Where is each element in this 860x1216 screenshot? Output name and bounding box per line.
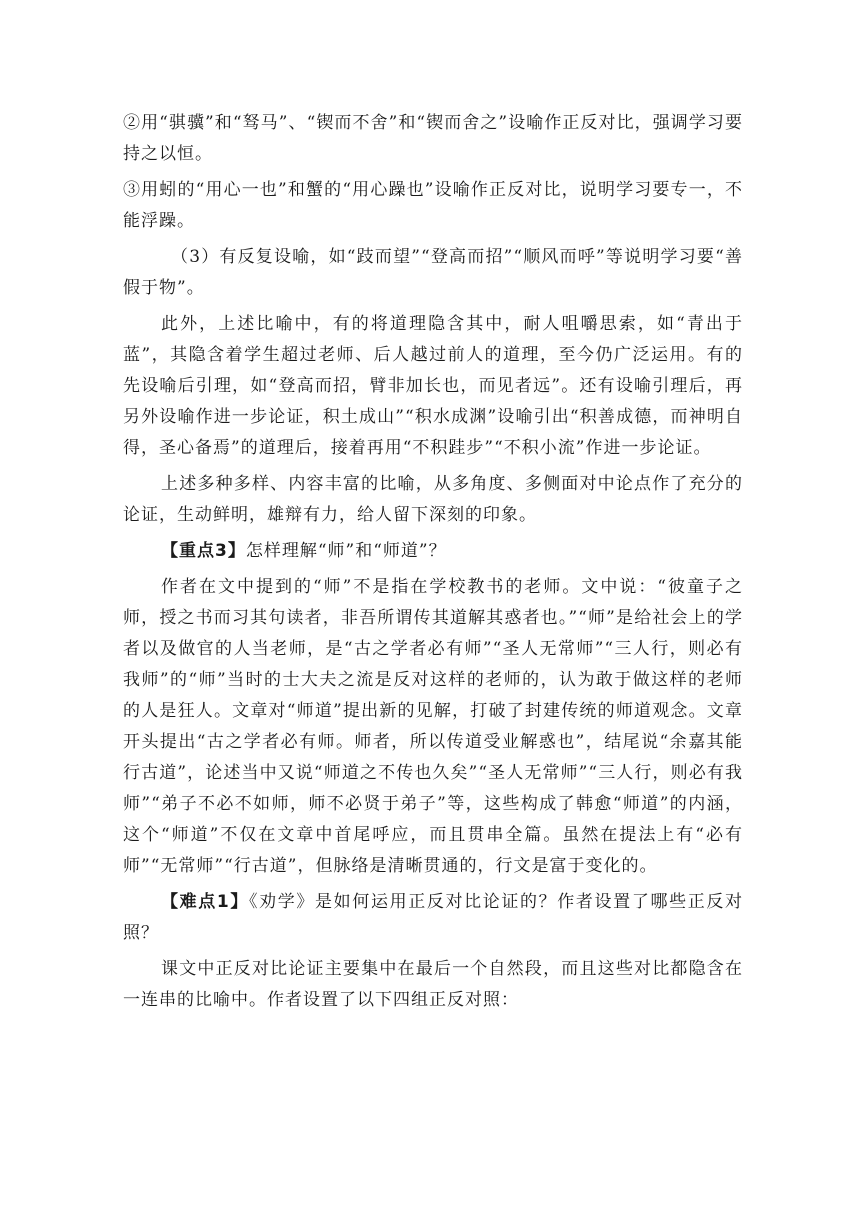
difficult-point-question: 《劝学》是如何运用正反对比论证的？作者设置了哪些正反对照？ bbox=[123, 892, 743, 943]
paragraph-repeated-metaphor: （3）有反复设喻，如“跂而望”“登高而招”“顺风而呼”等说明学习要“善假于物”。 bbox=[123, 247, 743, 298]
key-point-label: 【重点3】 bbox=[161, 541, 246, 561]
heading-key-point-3 bbox=[123, 536, 743, 567]
key-point-question: 怎样理解“师”和“师道”？ bbox=[245, 541, 447, 561]
paragraph-teacher-explanation: 作者在文中提到的“师”不是指在学校教书的老师。文中说：“彼童子之师，授之书而习其句读者，非吾所谓传其道解其惑者也。”“师”是给社会上的学者以及做官的人当老师，是“古之学者必有师”“圣人无常师”“三人行，则必有我师”的“师”当时的士大夫之流是反对这样的老师的，认为敢于做这样的老师的人是狂人。文章对“师道”提出新的见解，打破了封建传统的师道观念。文章开头提出“古之学者必有师。师者，所以传道受业解惑也”，结尾说“余嘉其能行古道”，论述当中又说“师道之不传也久矣”“圣人无常师”“三人行，则必有我师”“弟子不必不如师，师不必贤于弟子”等，这些构成了韩愈“师道”的内涵，这个“师道”不仅在文章中首尾呼应，而且贯串全篇。虽然在提法上有“必有师”“无常师”“行古道”，但脉络是清晰贯通的，行文是富于变化的。 bbox=[123, 577, 743, 876]
difficult-point-label: 【难点1】 bbox=[161, 892, 249, 912]
paragraph-summary: 上述多种多样、内容丰富的比喻，从多角度、多侧面对中论点作了充分的论证，生动鲜明，雄辩有力，给人留下深刻的印象。 bbox=[123, 474, 743, 525]
paragraph-point-3: ③用蚓的“用心一也”和蟹的“用心躁也”设喻作正反对比，说明学习要专一，不能浮躁。 bbox=[123, 180, 743, 231]
paragraph-metaphor-analysis: 此外，上述比喻中，有的将道理隐含其中，耐人咀嚼思索，如“青出于蓝”，其隐含着学生超过老师、后人越过前人的道理，至今仍广泛运用。有的先设喻后引理，如“登高而招，臂非加长也，而见者远”。还有设喻引理后，再另外设喻作进一步论证，积土成山”“积水成渊”设喻引出“积善成德，而神明自得，圣心备焉”的道理后，接着再用“不积跬步”“不积小流”作进一步论证。 bbox=[123, 314, 743, 458]
paragraph-contrast-intro: 课文中正反对比论证主要集中在最后一个自然段，而且这些对比都隐含在一连串的比喻中。作者设置了以下四组正反对照： bbox=[123, 959, 743, 1010]
document-page bbox=[123, 108, 743, 1021]
heading-difficult-point-1 bbox=[123, 887, 743, 949]
paragraph-point-2: ②用“骐骥”和“驽马”、“锲而不舍”和“锲而舍之”设喻作正反对比，强调学习要持之以恒。 bbox=[123, 113, 743, 164]
